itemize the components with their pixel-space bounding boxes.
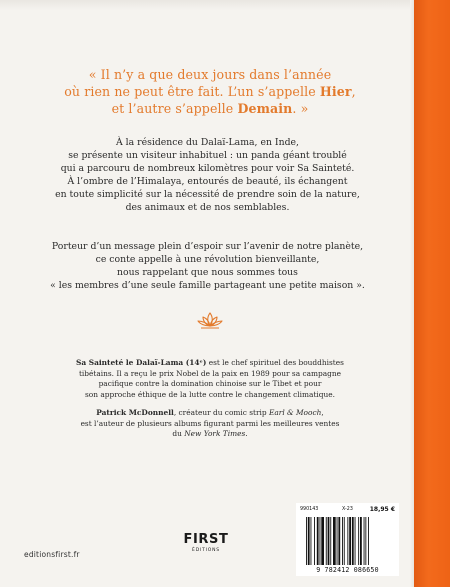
lotus-icon [195,311,225,331]
bio-name-mcdonnell: Patrick McDonnell [96,408,174,417]
quote-line-3 [20,100,400,117]
quote-word-demain: Demain [237,101,293,116]
summary-line: des animaux et de nos semblables. [125,201,290,213]
author-bio-dalai-lama [30,358,390,400]
summary-line: qui a parcouru de nombreux kilomètres pour voir Sa Sainteté. [60,162,355,174]
quote-line-3-text: et l’autre s’appelle [111,101,234,116]
publisher-website: editionsfirst.fr [24,550,80,559]
summary-paragraph-2 [10,241,405,293]
publisher-subtitle: ÉDITIONS [192,548,220,553]
barcode-icon [306,517,394,565]
product-code: 990143 [300,507,319,512]
comic-title: Earl & Mooch [269,408,322,417]
quote-line-2-text: où rien ne peut être fait. L’un s’appelle [64,84,316,99]
author-bio-mcdonnell [30,408,390,440]
cover-quote [20,66,400,117]
bio-line: tibétains. Il a reçu le prix Nobel de la paix en 1989 pour sa campagne [78,368,342,378]
top-edge-shadow [0,0,414,10]
price: 18,95 € [369,506,395,513]
summary-line: nous rappelant que nous sommes tous [117,266,298,278]
summary-line: À l’ombre de l’Himalaya, entourés de beauté, ils échangent [67,175,348,187]
quote-line-1: « Il n’y a que deux jours dans l’année [88,67,332,82]
summary-line: se présente un visiteur inhabituel : un panda géant troublé [68,149,347,161]
summary-line: en toute simplicité sur la nécessité de prendre soin de la nature, [55,188,360,200]
summary-line: « les membres d’une seule famille partageant une petite maison ». [50,279,365,291]
bio-text: , créateur du comic strip [173,408,269,417]
bio-line [30,408,390,419]
summary-line: ce conte appelle à une révolution bienveillante, [95,253,320,265]
publisher-logo [181,532,231,553]
summary-line: Porteur d’un message plein d’espoir sur l’avenir de notre planète, [51,241,364,252]
orange-spine [414,0,450,587]
bio-line [30,358,390,369]
quote-close: . » [292,101,309,116]
bio-name-dalai-lama: Sa Sainteté le Dalaï-Lama (14ᵉ) [76,358,207,367]
series-code: X-23 [342,507,353,512]
barcode-label [296,503,399,576]
bio-line: pacifique contre la domination chinoise sur le Tibet et pour [98,379,322,389]
summary-line: À la résidence du Dalaï-Lama, en Inde, [116,137,299,148]
bio-line: son approche éthique de la lutte contre le changement climatique. [85,389,335,399]
bio-period: . [245,429,248,439]
bio-text: est le chef spirituel des bouddhistes [206,358,344,367]
quote-line-2: où rien ne peut être fait. L’un s’appelle Hier, [64,84,356,99]
isbn-number: 9 782412 086650 [316,566,379,574]
summary-paragraph-1 [10,137,405,214]
bio-text: du [172,429,185,439]
bio-comma: , [321,408,324,417]
bio-line: est l’auteur de plusieurs albums figurant parmi les meilleures ventes [80,418,340,428]
newspaper-title: New York Times [184,429,246,439]
publisher-name: FIRST [183,532,229,547]
bio-line [30,429,390,440]
quote-word-hier: Hier [319,84,352,99]
